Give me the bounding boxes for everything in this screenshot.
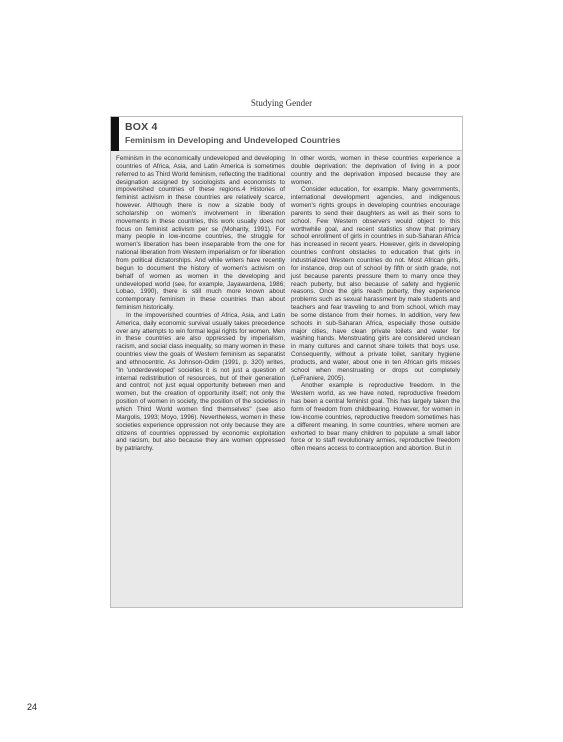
right-paragraph-2: Consider education, for example. Many governments, international development agencies, and indigenous women's rights groups in developing countries encourage parents to send their daughters as well as their sons to school. Few Western observers would object to this worthwhile goal, and recent statistics show that primary school enrollment of girls in countries in sub-Saharan Africa has increased in recent years. However, girls in developing countries confront obstacles to education that girls in industrialized Western countries do not. Most African girls, for instance, drop out of school by fifth or sixth grade, not just because parents pressure them to marry once they reach puberty, but also because of safety and hygienic reasons. Once the girls reach puberty, they experience problems such as sexual harassment by male students and teachers and fear traveling to and from school, which may be some distance from their homes. In addition, very few schools in sub-Saharan Africa, especially those outside major cities, have clean private toilets and water for washing hands. Menstruating girls are considered unclean in many cultures and cannot share toilets that boys use. Consequently, without a private toilet, sanitary hygiene products, and water, about one in ten African girls misses school when menstruating or drops out completely (LeFraniere, 2005). [291,186,460,382]
left-paragraph-2: In the impoverished countries of Africa, Asia, and Latin America, daily economic survival usually takes precedence over any attempts to win formal legal rights for women. Men in these countries are also oppressed by imperialism, racism, and social class inequality, so many women in these countries view the goals of Western feminism as separatist and ethnocentric. As Johnson-Odim (1991, p. 320) writes, "In 'underdeveloped' societies it is not just a question of internal redistribution of resources, but of their generation and control; not just equal opportunity between men and women, but the creation of opportunity itself; not only the position of women in society, the position of the societies in which Third World women find themselves" (see also Margolis, 1993; Moyo, 1996). Nevertheless, women in these societies experience oppression not only because they are citizens of countries oppressed by economic exploitation and racism, but also because they are women oppressed by patriarchy. [116,311,285,453]
box-right-column [291,155,460,453]
box-header [111,117,462,151]
box-accent-bar [111,117,119,151]
left-paragraph-1: Feminism in the economically undeveloped and developing countries of Africa, Asia, and Latin America is sometimes referred to as Third World feminism, reflecting the traditional designation assigned by sociologists and economists to impoverished countries of these regions.4 Histories of feminist activism in these countries are relatively scarce, however. Although there is now a sizable body of scholarship on women's involvement in liberation movements in these countries, this work usually does not focus on feminist activism per se (Mohanty, 1991). For many people in low-income countries, the struggle for women's liberation has been inseparable from the one for national liberation from Western imperialism or for liberation from political dictatorships. And while writers have recently begun to document the history of women's activism on behalf of women as women in the developing and undeveloped world (see, for example, Jayawardena, 1986; Lobao, 1990), there is still much more known about contemporary feminism in these countries than about feminism historically. [116,155,285,312]
box-left-column [116,155,285,453]
right-paragraph-3: Another example is reproductive freedom. In the Western world, as we have noted, reproductive freedom has been a central feminist goal. This has largely taken the form of freedom from childbearing. However, for women in low-income countries, reproductive freedom sometimes has a different meaning. In some countries, where women are exhorted to bear many children to populate a small labor force or to staff revolutionary armies, reproductive freedom often means access to contraception and abortion. But in [291,382,460,453]
box-title: Feminism in Developing and Undeveloped Countries [125,135,341,145]
sidebar-box [110,116,463,608]
right-paragraph-1: In other words, women in these countries experience a double deprivation: the deprivation of living in a poor country and the deprivation imposed because they are women. [291,155,460,186]
box-label: BOX 4 [125,121,158,133]
running-header: Studying Gender [250,98,313,108]
page-number: 24 [27,702,38,712]
